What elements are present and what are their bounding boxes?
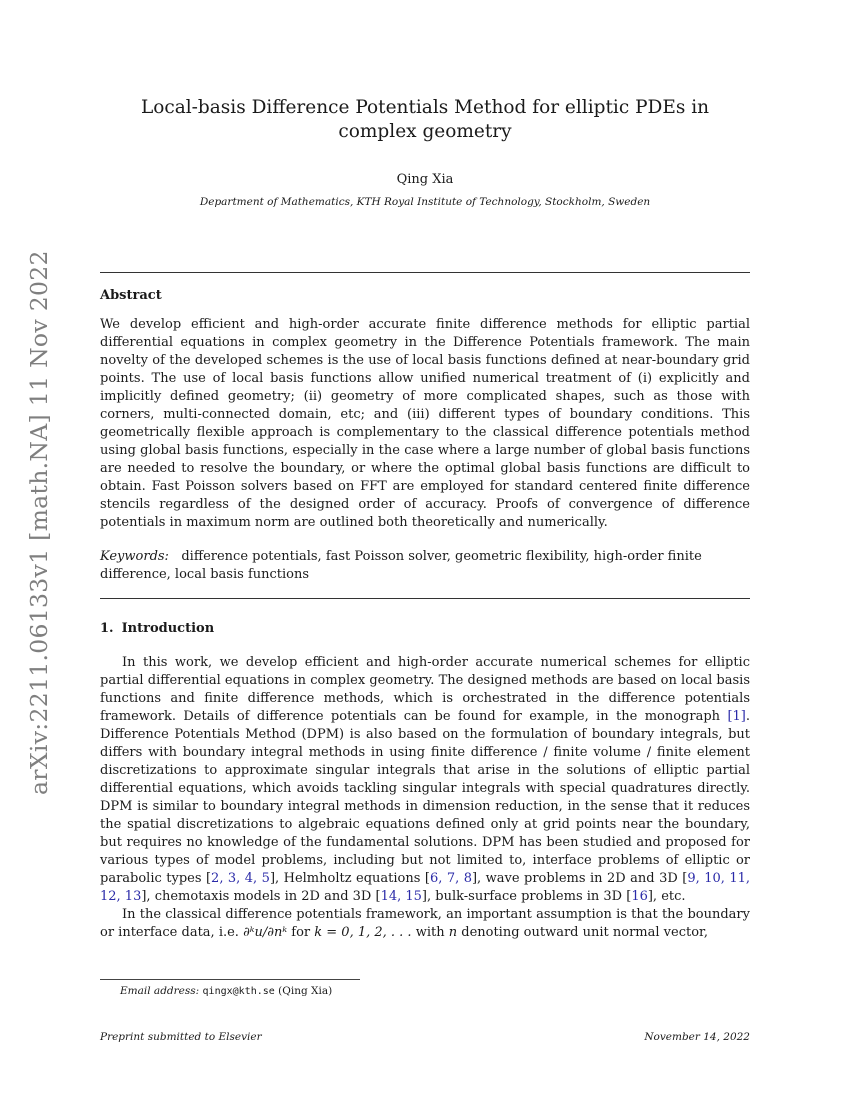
footer-left: Preprint submitted to Elsevier — [100, 1031, 262, 1043]
text-run: ], chemotaxis models in 2D and 3D [ — [141, 889, 381, 904]
text-run: In the classical difference potentials framework, an important assumption is that the boundary or interface data, i.e. — [100, 907, 750, 940]
math-normal: n — [448, 925, 458, 940]
footnote-rule — [100, 979, 360, 980]
email-link[interactable]: qingx@kth.se — [202, 986, 275, 997]
footnote — [120, 985, 332, 997]
text-run: for — [287, 925, 315, 940]
text-run: with — [411, 925, 449, 940]
text-run: ], bulk-surface problems in 3D [ — [421, 889, 632, 904]
citation-link[interactable]: 9, 10, 11, 12, 13 — [100, 871, 751, 904]
math-index: k = 0, 1, 2, . . . — [314, 925, 412, 940]
footnote-name: (Qing Xia) — [278, 985, 333, 997]
arxiv-identifier: arXiv:2211.06133v1 [math.NA] 11 Nov 2022 — [25, 250, 53, 795]
text-run: ], wave problems in 2D and 3D [ — [471, 871, 688, 886]
section-heading — [100, 621, 214, 636]
citation-link[interactable]: 14, 15 — [380, 889, 422, 904]
abstract-heading: Abstract — [100, 288, 162, 303]
citation-link[interactable]: 2, 3, 4, 5 — [211, 871, 270, 886]
footnote-label: Email address: — [120, 985, 200, 997]
author-name: Qing Xia — [396, 172, 454, 187]
abstract-top-rule — [100, 272, 750, 273]
intro-paragraph-1 — [100, 654, 750, 906]
text-run: ], Helmholtz equations [ — [269, 871, 430, 886]
text-run: In this work, we develop efficient and high-order accurate numerical schemes for elliptic partial differential equations in complex geometry. The designed methods are based on local basis functions and finite difference methods, which is orchestrated in the difference potentials framework. Details of difference potentials can be found for example, in the monograph — [100, 655, 750, 724]
intro-paragraph-2 — [100, 906, 750, 942]
keywords-label: Keywords: — [100, 549, 169, 564]
keywords — [100, 548, 750, 584]
section-number: 1. — [100, 621, 114, 636]
paper-title: Local-basis Difference Potentials Method for elliptic PDEs in complex geometry — [140, 97, 710, 142]
citation-link[interactable]: 6, 7, 8 — [429, 871, 472, 886]
text-run: ], etc. — [647, 889, 686, 904]
math-derivative: ∂ᵏu/∂nᵏ — [243, 925, 288, 940]
text-run: denoting outward unit normal vector, — [457, 925, 708, 940]
text-run: . Difference Potentials Method (DPM) is also based on the formulation of boundary integrals, but differs with boundary integral methods in using finite difference / finite volume / finite element discretizations to approximate singular integrals that arise in the solutions of elliptic partial differential equations, which avoids tackling singular integrals with special quadratures directly. DPM is similar to boundary integral methods in dimension reduction, in the sense that it reduces the spatial discretizations to algebraic equations defined only at grid points near the boundary, but requires no knowledge of the fundamental solutions. DPM has been studied and proposed for various types of model problems, including but not limited to, interface problems of elliptic or parabolic types [ — [100, 709, 750, 886]
citation-link[interactable]: [1] — [727, 709, 746, 724]
keywords-text: difference potentials, fast Poisson solver, geometric flexibility, high-order finite difference, local basis functions — [100, 549, 702, 582]
footer-date: November 14, 2022 — [644, 1031, 750, 1043]
abstract-bottom-rule — [100, 598, 750, 599]
citation-link[interactable]: 16 — [631, 889, 648, 904]
section-title: Introduction — [121, 621, 215, 636]
abstract-body: We develop efficient and high-order accurate finite difference methods for elliptic partial differential equations in complex geometry in the Difference Potentials framework. The main novelty of the developed schemes is the use of local basis functions defined at near-boundary grid points. The use of local basis functions allow unified numerical treatment of (i) explicitly and implicitly defined geometry; (ii) geometry of more complicated shapes, such as those with corners, multi-connected domain, etc; and (iii) different types of boundary conditions. This geometrically flexible approach is complementary to the classical difference potentials method using global basis functions, especially in the case where a large number of global basis functions are needed to resolve the boundary, or where the optimal global basis functions are difficult to obtain. Fast Poisson solvers based on FFT are employed for standard centered finite difference stencils regardless of the designed order of accuracy. Proofs of convergence of difference potentials in maximum norm are outlined both theoretically and numerically. — [100, 317, 750, 530]
author-affiliation: Department of Mathematics, KTH Royal Institute of Technology, Stockholm, Sweden — [199, 196, 651, 208]
